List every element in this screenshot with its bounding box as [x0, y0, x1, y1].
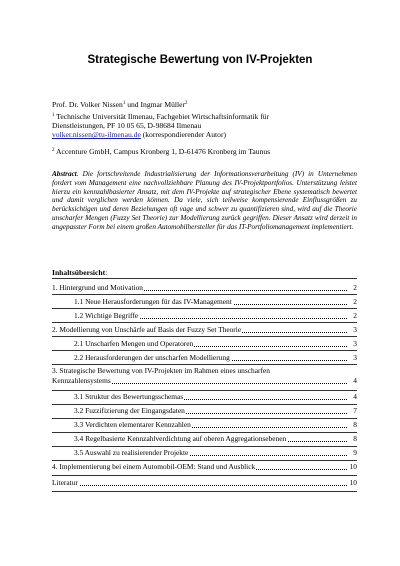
toc-entry[interactable] — [52, 311, 357, 321]
toc-entry-label: 2.1 Unscharfen Mengen und Operatoren — [74, 339, 194, 348]
toc-entry-page: 2 — [353, 283, 357, 292]
toc-rule — [52, 294, 357, 295]
toc-rule — [52, 460, 357, 461]
toc-entry-label: Kennzahlensystems — [52, 376, 111, 385]
toc-rule — [52, 475, 357, 476]
toc-entry[interactable] — [52, 366, 357, 386]
toc-entry[interactable] — [52, 406, 357, 416]
toc-entry-page: 2 — [353, 297, 357, 306]
toc-entry-label: Literatur — [52, 478, 78, 487]
abstract-label: Abstract — [52, 170, 77, 178]
toc-entry-label: 3.1 Struktur des Bewertungsschemas — [74, 392, 184, 401]
toc-entry-page: 4 — [353, 392, 357, 401]
toc-rule — [52, 322, 357, 323]
toc-entry[interactable] — [52, 462, 357, 472]
affiliation-2-sup: 2 — [52, 148, 55, 153]
toc-rule — [52, 404, 357, 405]
toc-entry-page: 8 — [353, 420, 357, 429]
toc-bottom-rule — [52, 491, 357, 492]
abstract — [52, 170, 357, 231]
toc-entry-label: 3.4 Regelbasierte Kennzahlverdichtung auf oberen Aggregationsebenen — [74, 434, 287, 443]
toc-entry-page: 3 — [353, 325, 357, 334]
toc-entry-page: 9 — [353, 448, 357, 457]
toc-entry-label-line-1: 3. Strategische Bewertung von IV-Projekten im Rahmen eines unscharfen — [52, 366, 270, 375]
toc-entry[interactable] — [52, 434, 357, 444]
abstract-text: . Die fortschreitende Industrialisierung der Informationsverarbeitung (IV) in Unternehmen fordert vom Management eine nachvollziehbare Planung des IV-Projektportfolios. Unterstützung leistet hierzu ein kennzahlbasierter Ansatz, mit dem IV-Projekte auf strategischer Ebene systematisch bewertet und damit verglichen werden können. Da viele, sich teilweise kompensierende Einflussgrößen zu berücksichtigen und deren Beziehungen oft vage und schwer zu quantifizieren sind, wird auf die Theorie unscharfer Mengen (Fuzzy Set Theorie) zur Modellierung zurück gegriffen. Dieser Ansatz wird derzeit in angepasster Form bei einem großen Automobilhersteller für das IT-Portfoliomanagement implementiert. — [52, 170, 357, 231]
toc-entry[interactable] — [52, 339, 357, 349]
toc-rule — [52, 364, 357, 365]
toc-top-rule — [52, 278, 357, 279]
toc-rule — [52, 350, 357, 351]
email-note: (korrespondierender Autor) — [140, 130, 227, 139]
affiliation-1-line-2: Dienstleistungen, PF 10 05 65, D-98684 Ilmenau — [52, 121, 202, 130]
toc-rule — [52, 390, 357, 391]
email-link[interactable]: volker.nissen@tu-ilmenau.de — [52, 130, 141, 139]
toc-entry-page: 3 — [353, 353, 357, 362]
affiliation-1-sup: 1 — [52, 113, 55, 118]
affiliation-2-text: Accenture GmbH, Campus Kronberg 1, D-61476 Kronberg im Taunus — [54, 147, 271, 156]
toc-entry[interactable] — [52, 478, 357, 488]
toc-entry[interactable] — [52, 297, 357, 307]
toc-entry-label: 3.3 Verdichten elementarer Kennzahlen — [74, 420, 191, 429]
toc-entry-page: 4 — [353, 376, 357, 385]
affiliation-2 — [52, 147, 270, 156]
author-2-sup: 2 — [185, 101, 188, 106]
toc-entry-page: 7 — [353, 406, 357, 415]
author-2: und Ingmar Müller — [125, 100, 185, 109]
toc-heading-colon: : — [105, 268, 108, 277]
toc-entry-page: 2 — [353, 311, 357, 320]
toc-entry[interactable] — [52, 325, 357, 335]
author-1-sup: 1 — [122, 101, 126, 106]
toc-entry-label: 3.2 Fuzzifizierung der Eingangsdaten — [74, 406, 185, 415]
toc-rule — [52, 418, 357, 419]
toc-entry-label: 4. Implementierung bei einem Automobil-OEM: Stand und Ausblick — [52, 462, 256, 471]
toc-rule — [52, 446, 357, 447]
affiliation-1-line-1 — [52, 112, 269, 121]
toc-entry[interactable] — [52, 420, 357, 430]
toc-rule — [52, 432, 357, 433]
toc-entry-label: 3.5 Auswahl zu realisierender Projekte — [74, 448, 189, 457]
author-line — [52, 100, 188, 109]
toc-entry[interactable] — [52, 448, 357, 458]
toc-rule — [52, 336, 357, 337]
toc-entry-label: 2.2 Herausforderungen der unscharfen Modellierung — [74, 353, 230, 362]
toc-entry-label: 1. Hintergrund und Motivation — [52, 283, 144, 292]
affiliation-1-text: Technische Universität Ilmenau, Fachgebiet Wirtschaftsinformatik für — [54, 112, 270, 121]
toc-entry[interactable] — [52, 392, 357, 402]
toc-heading-text: Inhaltsübersicht — [52, 268, 106, 277]
toc-entry-page: 10 — [349, 478, 357, 487]
toc-leader — [52, 485, 347, 486]
toc-entry-label: 1.2 Wichtige Begriffe — [74, 311, 139, 320]
affiliation-1-email-line — [52, 130, 226, 139]
toc-entry-page: 10 — [349, 462, 357, 471]
toc-heading — [52, 268, 107, 277]
toc-entry-page: 3 — [353, 339, 357, 348]
toc-entry-label: 2. Modellierung von Unschärfe auf Basis der Fuzzy Set Theorie — [52, 325, 242, 334]
toc-entry-label: 1.1 Neue Herausforderungen für das IV-Management — [74, 297, 232, 306]
author-1: Prof. Dr. Volker Nissen — [52, 100, 123, 109]
toc-entry-page: 8 — [353, 434, 357, 443]
toc-entry[interactable] — [52, 353, 357, 363]
toc-entry[interactable] — [52, 283, 357, 293]
paper-title: Strategische Bewertung von IV-Projekten — [87, 54, 313, 66]
toc-rule — [52, 308, 357, 309]
